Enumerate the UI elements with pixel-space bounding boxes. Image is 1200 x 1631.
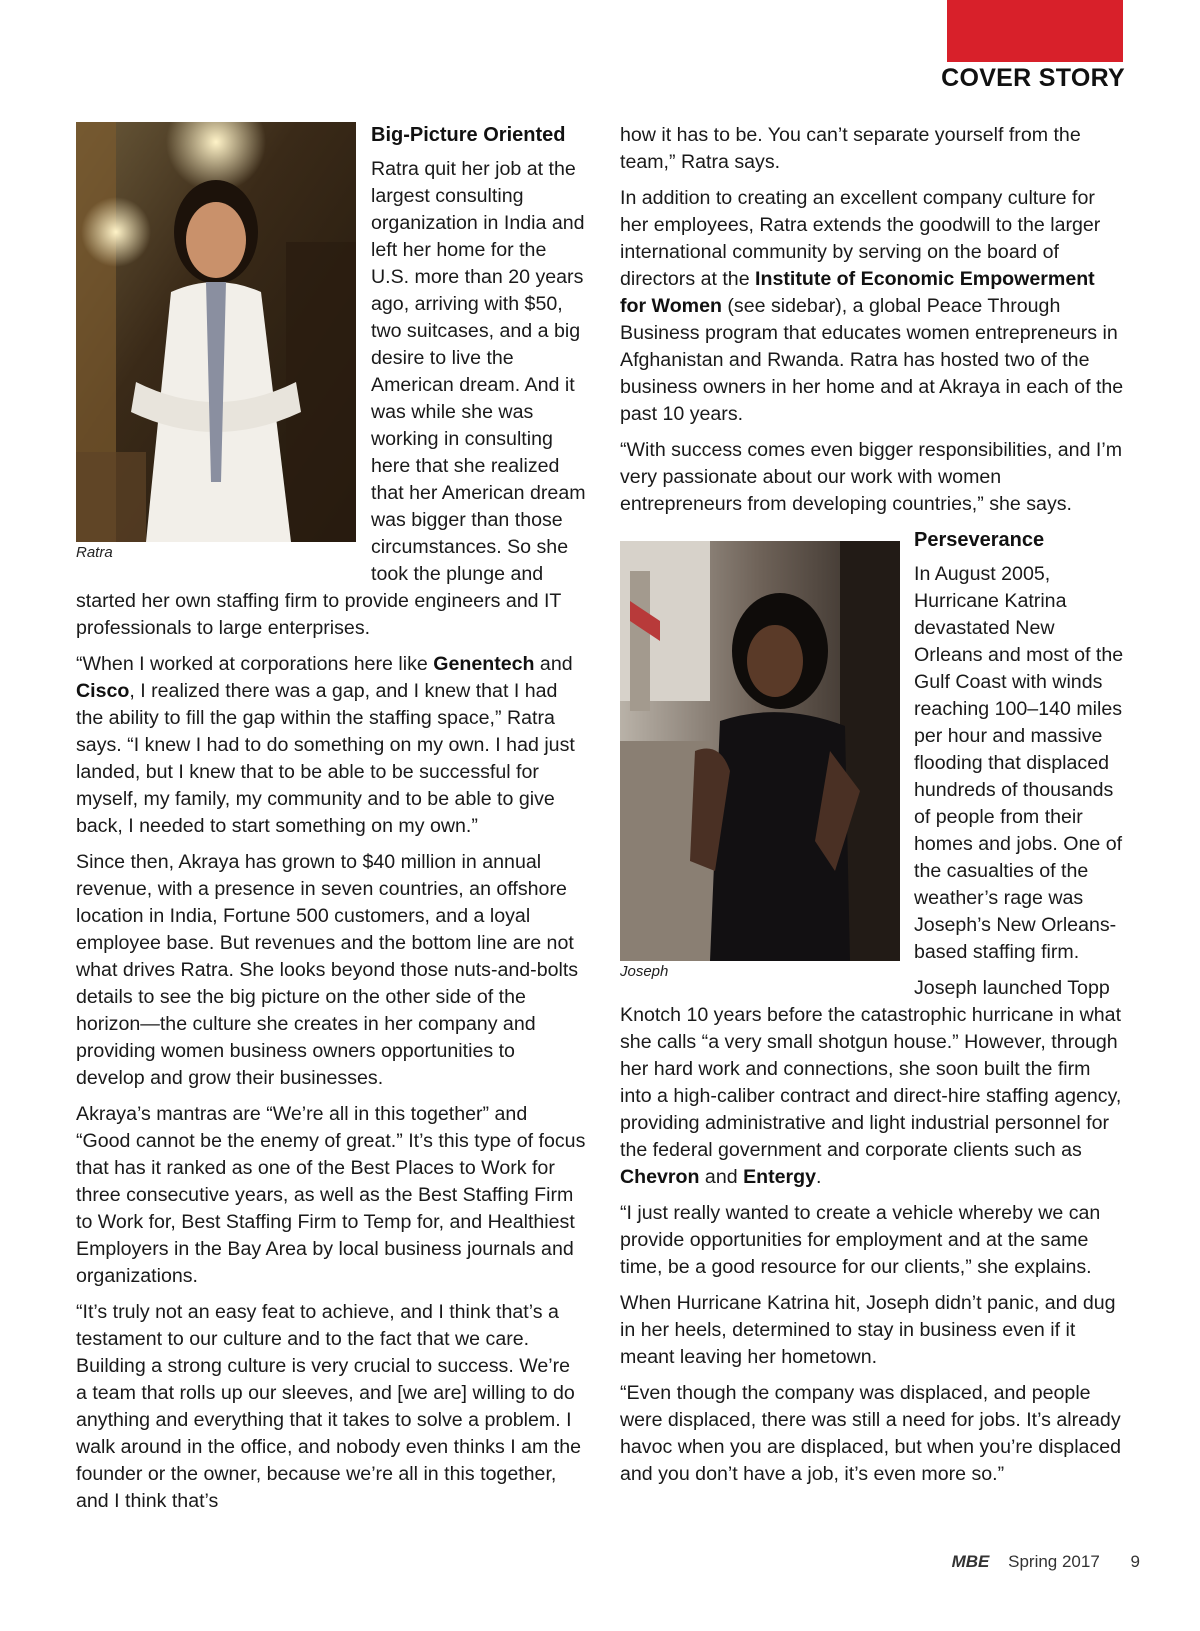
genentech-name: Genentech (433, 653, 535, 675)
p2-text-c: , I realized there was a gap, and I knew that I had the ability to fill the gap within the staffing space,” Ratra says. “I knew I had to do something on my own. I had just landed, but I knew that to be able to be successful for myself, my family, my community and to be able to give back, I needed to start something on my own.” (76, 680, 575, 837)
left-paragraph-5: “It’s truly not an easy feat to achieve, and I think that’s a testament to our culture and to the fact that we care. Building a strong culture is very crucial to success. We’re a team that rolls up our sleeves, and [we are] willing to do anything and everything that it takes to solve a problem. I walk around in the office, and nobody even thinks I am the founder or the owner, because we’re all in this together, and I think that’s (76, 1301, 582, 1512)
ratra-photo-caption: Ratra (76, 544, 113, 561)
header-color-block (947, 0, 1123, 62)
right-column (620, 122, 1125, 1497)
joseph-portrait-image (620, 541, 900, 961)
r-p2-text-a: In addition to creating an excellent company culture for her employees, Ratra extends the goodwill to the larger international community by serving on the board of directors at the (620, 187, 1101, 290)
joseph-photo (620, 541, 900, 981)
ratra-portrait-image (76, 122, 356, 542)
p2-text-b: and (534, 653, 573, 675)
left-paragraph-3: Since then, Akraya has grown to $40 million in annual revenue, with a presence in seven countries, an offshore location in India, Fortune 500 customers, and a loyal employee base. But revenues and the bottom line are not what drives Ratra. She looks beyond those nuts-and-bolts details to see the big picture on the other side of the horizon—the culture she creates in her company and providing women business owners opportunities to develop and grow their businesses. (76, 851, 579, 1089)
left-paragraph-4: Akraya’s mantras are “We’re all in this together” and “Good cannot be the enemy of great.” It’s this type of focus that has it ranked as one of the Best Places to Work for three consecutive years, as well as the Best Staffing Firm to Work for, Best Staffing Firm to Temp for, and Healthiest Employers in the Bay Area by local business journals and organizations. (76, 1103, 586, 1287)
right-paragraph-3: “With success comes even bigger responsibilities, and I’m very passionate about our work with women entrepreneurs from developing countries,” she says. (620, 439, 1123, 515)
r-p5-text-c: . (816, 1166, 822, 1188)
section-label: COVER STORY (941, 64, 1125, 92)
chevron-name: Chevron (620, 1166, 700, 1188)
page-number: 9 (1130, 1552, 1140, 1571)
r-p5-text-a: Joseph launched Topp Knotch 10 years before the catastrophic hurricane in what she calls “a very small shotgun house.” However, through her hard work and connections, she soon built the firm into a high-caliber contract and direct-hire staffing agency, providing administrative and light industrial personnel for the federal government and corporate clients such as (620, 977, 1122, 1161)
right-paragraph-4: In August 2005, Hurricane Katrina devastated New Orleans and most of the Gulf Coast with winds reaching 100–140 miles per hour and massive flooding that displaced hundreds of thousands of people from their homes and jobs. One of the casualties of the weather’s rage was Joseph’s New Orleans-based staffing firm. (914, 563, 1124, 963)
ieew-name: Institute of Economic Empowerment for Women (620, 268, 1095, 317)
right-paragraph-5 (620, 975, 1125, 1191)
publication-name: MBE (951, 1552, 990, 1571)
r-p5-text-b: and (699, 1166, 744, 1188)
joseph-photo-caption: Joseph (620, 963, 669, 980)
left-column (76, 122, 586, 1524)
right-paragraph-1: how it has to be. You can’t separate yourself from the team,” Ratra says. (620, 124, 1081, 173)
r-p2-text-b: (see sidebar), a global Peace Through Business program that educates women entrepreneurs in Afghanistan and Rwanda. Ratra has hosted two of the business owners in her home and at Akraya in each of the past 10 years. (620, 295, 1124, 425)
right-paragraph-6: “I just really wanted to create a vehicle whereby we can provide opportunities for employment and at the same time, be a good resource for our clients,” she explains. (620, 1202, 1101, 1278)
cisco-name: Cisco (76, 680, 130, 702)
left-paragraph-1: Ratra quit her job at the largest consulting organization in India and left her home for the U.S. more than 20 years ago, arriving with $50, two suitcases, and a big desire to live the American dream. And it was while she was working in consulting here that she realized that her American dream was bigger than those circumstances. So she took the plunge and started her own staffing firm to provide engineers and IT professionals to large enterprises. (76, 158, 586, 639)
page-footer (952, 1552, 1140, 1572)
entergy-name: Entergy (743, 1166, 817, 1188)
left-paragraph-2 (76, 651, 586, 840)
section-heading-perseverance: Perseverance (914, 529, 1045, 551)
p2-text-a: “When I worked at corporations here like (76, 653, 434, 675)
section-heading-big-picture: Big-Picture Oriented (371, 124, 566, 146)
right-paragraph-8: “Even though the company was displaced, and people were displaced, there was still a need for jobs. It’s already havoc when you are displaced, but when you’re displaced and you don’t have a job, it’s even more so.” (620, 1382, 1122, 1485)
issue-date: Spring 2017 (1008, 1552, 1100, 1571)
ratra-photo (76, 122, 356, 562)
right-paragraph-7: When Hurricane Katrina hit, Joseph didn’t panic, and dug in her heels, determined to stay in business even if it meant leaving her hometown. (620, 1292, 1116, 1368)
right-paragraph-2 (620, 185, 1125, 428)
